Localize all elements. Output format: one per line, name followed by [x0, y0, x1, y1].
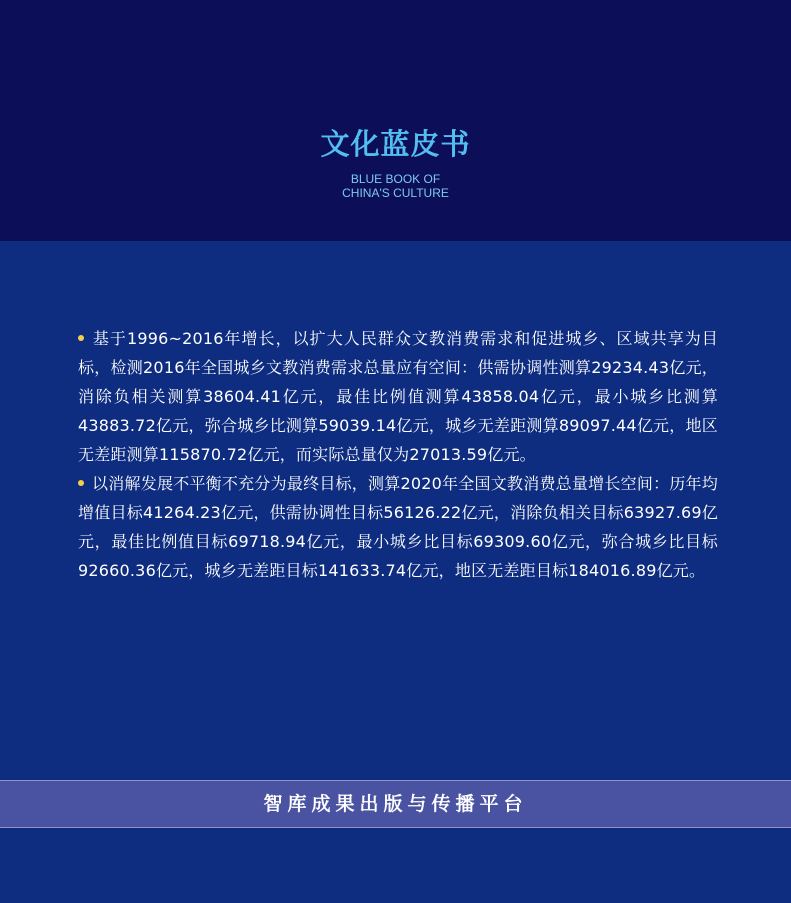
- bullet-paragraph-1: [78, 324, 718, 469]
- bullet-dot-icon: [78, 335, 84, 341]
- header-band: [0, 0, 791, 241]
- book-series-title-en: [0, 172, 791, 200]
- summary-content: [78, 324, 718, 585]
- title-en-line-1: BLUE BOOK OF: [350, 172, 441, 186]
- bullet-paragraph-2: [78, 469, 718, 585]
- publisher-slogan: 智库成果出版与传播平台: [263, 793, 528, 815]
- publisher-banner: [0, 780, 791, 828]
- bullet-text-2: 以消解发展不平衡不充分为最终目标，测算2020年全国文教消费总量增长空间：历年均增值目标41264.23亿元，供需协调性目标56126.22亿元，消除负相关目标63927.69亿元，最佳比例值目标69718.94亿元，最小城乡比目标69309.60亿元，弥合城乡比目标92660.36亿元，城乡无差距目标141633.74亿元，地区无差距目标184016.89亿元。: [78, 474, 718, 580]
- book-series-title: 文化蓝皮书: [320, 127, 471, 161]
- title-en-line-2: CHINA'S CULTURE: [342, 186, 449, 200]
- bullet-text-1: 基于1996~2016年增长，以扩大人民群众文教消费需求和促进城乡、区域共享为目标，检测2016年全国城乡文教消费需求总量应有空间：供需协调性测算29234.43亿元，消除负相关测算38604.41亿元，最佳比例值测算43858.04亿元，最小城乡比测算43883.72亿元，弥合城乡比测算59039.14亿元，城乡无差距测算89097.44亿元，地区无差距测算115870.72亿元，而实际总量仅为27013.59亿元。: [78, 329, 718, 464]
- bullet-dot-icon: [78, 480, 84, 486]
